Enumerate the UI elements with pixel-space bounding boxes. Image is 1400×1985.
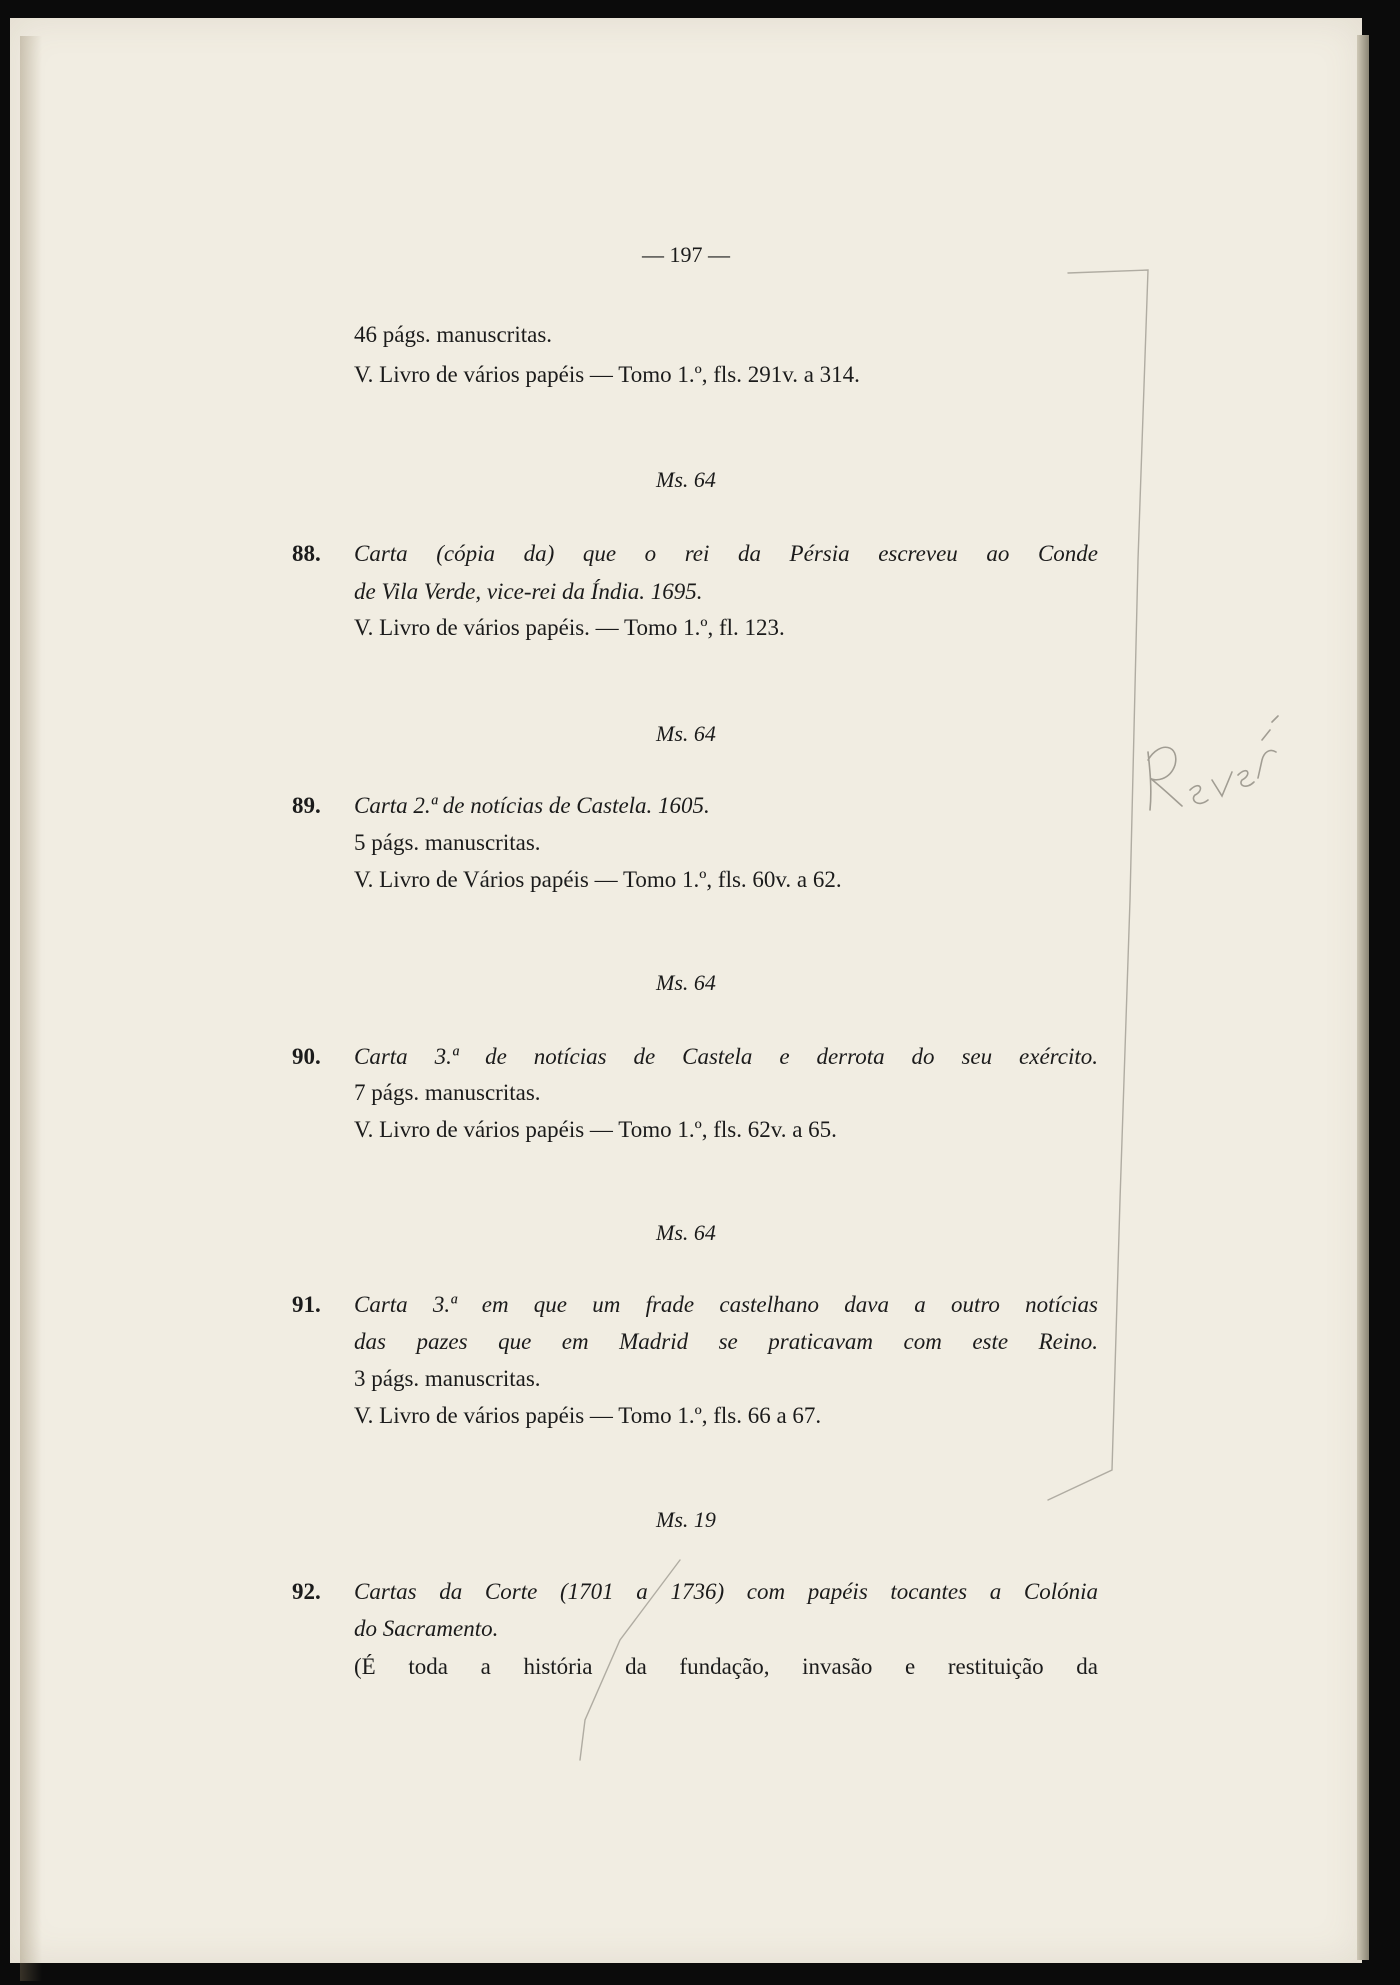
shelfmark: Ms. 64	[656, 1220, 716, 1245]
shelfmark: Ms. 64	[656, 721, 716, 746]
entry-title-line: Carta (cópia da) que o rei da Pérsia escreveu ao Conde	[354, 541, 1098, 566]
entry-number: 92.	[292, 1579, 321, 1604]
entry-title-line: de Vila Verde, vice-rei da Índia. 1695.	[354, 579, 703, 604]
entry-title-line: Carta 3.ª em que um frade castelhano dava a outro notícias	[354, 1292, 1098, 1317]
text-line: 46 págs. manuscritas.	[354, 322, 553, 347]
entry-note: (É toda a história da fundação, invasão e restituição da	[354, 1654, 1098, 1679]
entry-reference: V. Livro de Vários papéis — Tomo 1.º, fls. 60v. a 62.	[354, 867, 842, 892]
entry-title-line: Cartas da Corte (1701 a 1736) com papéis tocantes a Colónia	[354, 1579, 1098, 1604]
entry-title-line: Carta 2.ª de notícias de Castela. 1605.	[354, 793, 710, 818]
page-edge	[1357, 35, 1369, 1960]
entry-pages: 5 págs. manuscritas.	[354, 830, 541, 855]
page-number: — 197 —	[642, 242, 730, 267]
entry-title-line: Carta 3.ª de notícias de Castela e derrota do seu exército.	[354, 1044, 1098, 1069]
shelfmark: Ms. 19	[656, 1507, 716, 1532]
entry-reference: V. Livro de vários papéis — Tomo 1.º, fls. 66 a 67.	[354, 1403, 822, 1428]
entry-number: 89.	[292, 793, 321, 818]
entry-title-line: das pazes que em Madrid se praticavam com este Reino.	[354, 1329, 1098, 1354]
entry-reference: V. Livro de vários papéis — Tomo 1.º, fls. 62v. a 65.	[354, 1117, 837, 1142]
entry-number: 88.	[292, 541, 321, 566]
text-line: V. Livro de vários papéis — Tomo 1.º, fls. 291v. a 314.	[354, 362, 860, 387]
shelfmark: Ms. 64	[656, 467, 716, 492]
entry-number: 91.	[292, 1292, 321, 1317]
entry-number: 90.	[292, 1044, 321, 1069]
entry-pages: 3 págs. manuscritas.	[354, 1366, 541, 1391]
page-gutter-shadow	[20, 36, 42, 1981]
entry-pages: 7 págs. manuscritas.	[354, 1080, 541, 1105]
entry-title-line: do Sacramento.	[354, 1616, 499, 1641]
entry-reference: V. Livro de vários papéis. — Tomo 1.º, fl. 123.	[354, 615, 785, 640]
shelfmark: Ms. 64	[656, 970, 716, 995]
document-page	[10, 18, 1362, 1963]
